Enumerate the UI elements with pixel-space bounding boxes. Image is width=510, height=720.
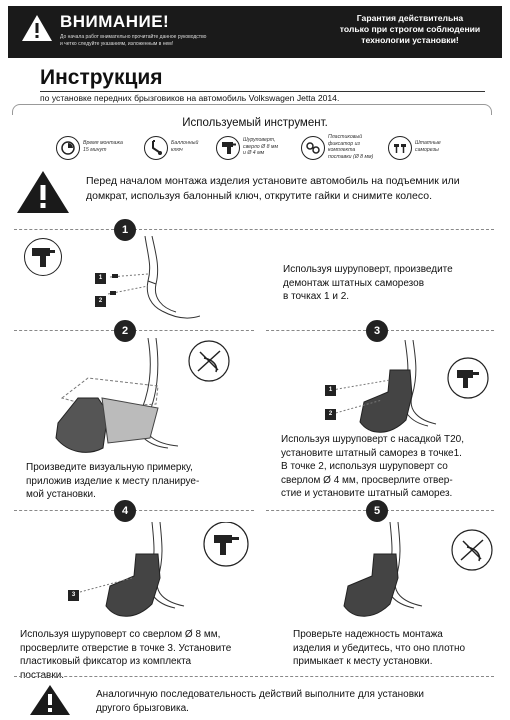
point-marker: 2: [95, 296, 106, 307]
tool-label: Пластиковый фиксатор из комплекта поставки (Ø 8 мм): [328, 134, 374, 160]
tool-label: Штатные саморезы: [415, 140, 441, 153]
point-marker: 3: [68, 590, 79, 601]
tools-list: [56, 136, 476, 166]
point-marker: 2: [325, 409, 336, 420]
step-5-text: Проверьте надежность монтажа изделия и убедитесь, что оно плотно примыкает к месту установки.: [293, 629, 466, 667]
warning-triangle-icon: [28, 683, 72, 717]
repeat-note: Аналогичную последовательность действий выполните для установки другого брызговика.: [96, 689, 424, 714]
tool-label: Время монтажа 15 минут: [83, 140, 123, 153]
divider: [14, 330, 114, 331]
point-marker: 1: [325, 385, 336, 396]
step-number-3: 3: [366, 320, 388, 342]
divider: [266, 330, 366, 331]
pre-install-warning: Перед началом монтажа изделия установите автомобиль на подъемник или домкрат, используя балонный ключ, открутите гайки и снимите колесо.: [86, 175, 460, 202]
tool-label: Баллонный ключ: [171, 140, 199, 153]
warning-header: [8, 6, 502, 58]
warning-subtext: До начала работ внимательно прочитайте данное руководство и четко следуйте указаниям, изложенным в нем!: [60, 34, 207, 47]
tools-heading: Используемый инструмент.: [182, 117, 328, 129]
fender-diagram: [90, 236, 200, 326]
step-number-5: 5: [366, 500, 388, 522]
guarantee-note: Гарантия действительна только при строгом соблюдении технологии установки!: [339, 13, 481, 45]
step-number-4: 4: [114, 500, 136, 522]
step-1-text: Используя шуруповерт, произведите демонтаж штатных саморезов в точках 1 и 2.: [283, 264, 453, 302]
clips-icon: [301, 136, 325, 160]
clock-icon: [56, 136, 80, 160]
divider: [134, 229, 494, 230]
warning-title: ВНИМАНИЕ!: [60, 12, 170, 31]
divider: [386, 330, 494, 331]
title-divider: [40, 91, 485, 92]
point-marker: 1: [95, 273, 106, 284]
mudflap-fitting-diagram: [38, 338, 238, 458]
drill-icon: [24, 238, 62, 276]
wrench-icon: [144, 136, 168, 160]
step-number-2: 2: [114, 320, 136, 342]
final-check-diagram: [330, 522, 500, 622]
mudflap-install-diagram: [320, 340, 500, 440]
tool-label: Шуруповерт, сверло Ø 8 мм и Ø 4 мм: [243, 137, 279, 156]
step-4-text: Используя шуруповерт со сверлом Ø 8 мм, просверлите отверстие в точке 3. Установите пластиковый фиксатор из комплекта поставки.: [20, 629, 232, 681]
divider: [386, 510, 494, 511]
page-title: Инструкция: [40, 66, 163, 89]
divider: [14, 676, 494, 677]
drill-icon: [216, 136, 240, 160]
divider: [14, 229, 114, 230]
drill-hole-diagram: [60, 522, 260, 622]
step-3-text: Используя шуруповерт с насадкой T20, установите штатный саморез в точке1. В точке 2, используя шуруповерт со сверлом Ø 4 мм, просверлите отвер- стие и установите штатный саморез.: [281, 434, 465, 499]
warning-triangle-icon: [14, 168, 72, 216]
divider: [134, 510, 254, 511]
step-2-text: Произведите визуальную примерку, приложив изделие к месту планируе- мой установки.: [26, 462, 200, 500]
step-number-1: 1: [114, 219, 136, 241]
warning-triangle-icon: [20, 13, 54, 43]
divider: [266, 510, 366, 511]
tools-frame: [12, 104, 492, 115]
screws-icon: [388, 136, 412, 160]
divider: [14, 510, 114, 511]
page-subtitle: по установке передних брызговиков на автомобиль Volkswagen Jetta 2014.: [40, 93, 340, 103]
divider: [134, 330, 254, 331]
